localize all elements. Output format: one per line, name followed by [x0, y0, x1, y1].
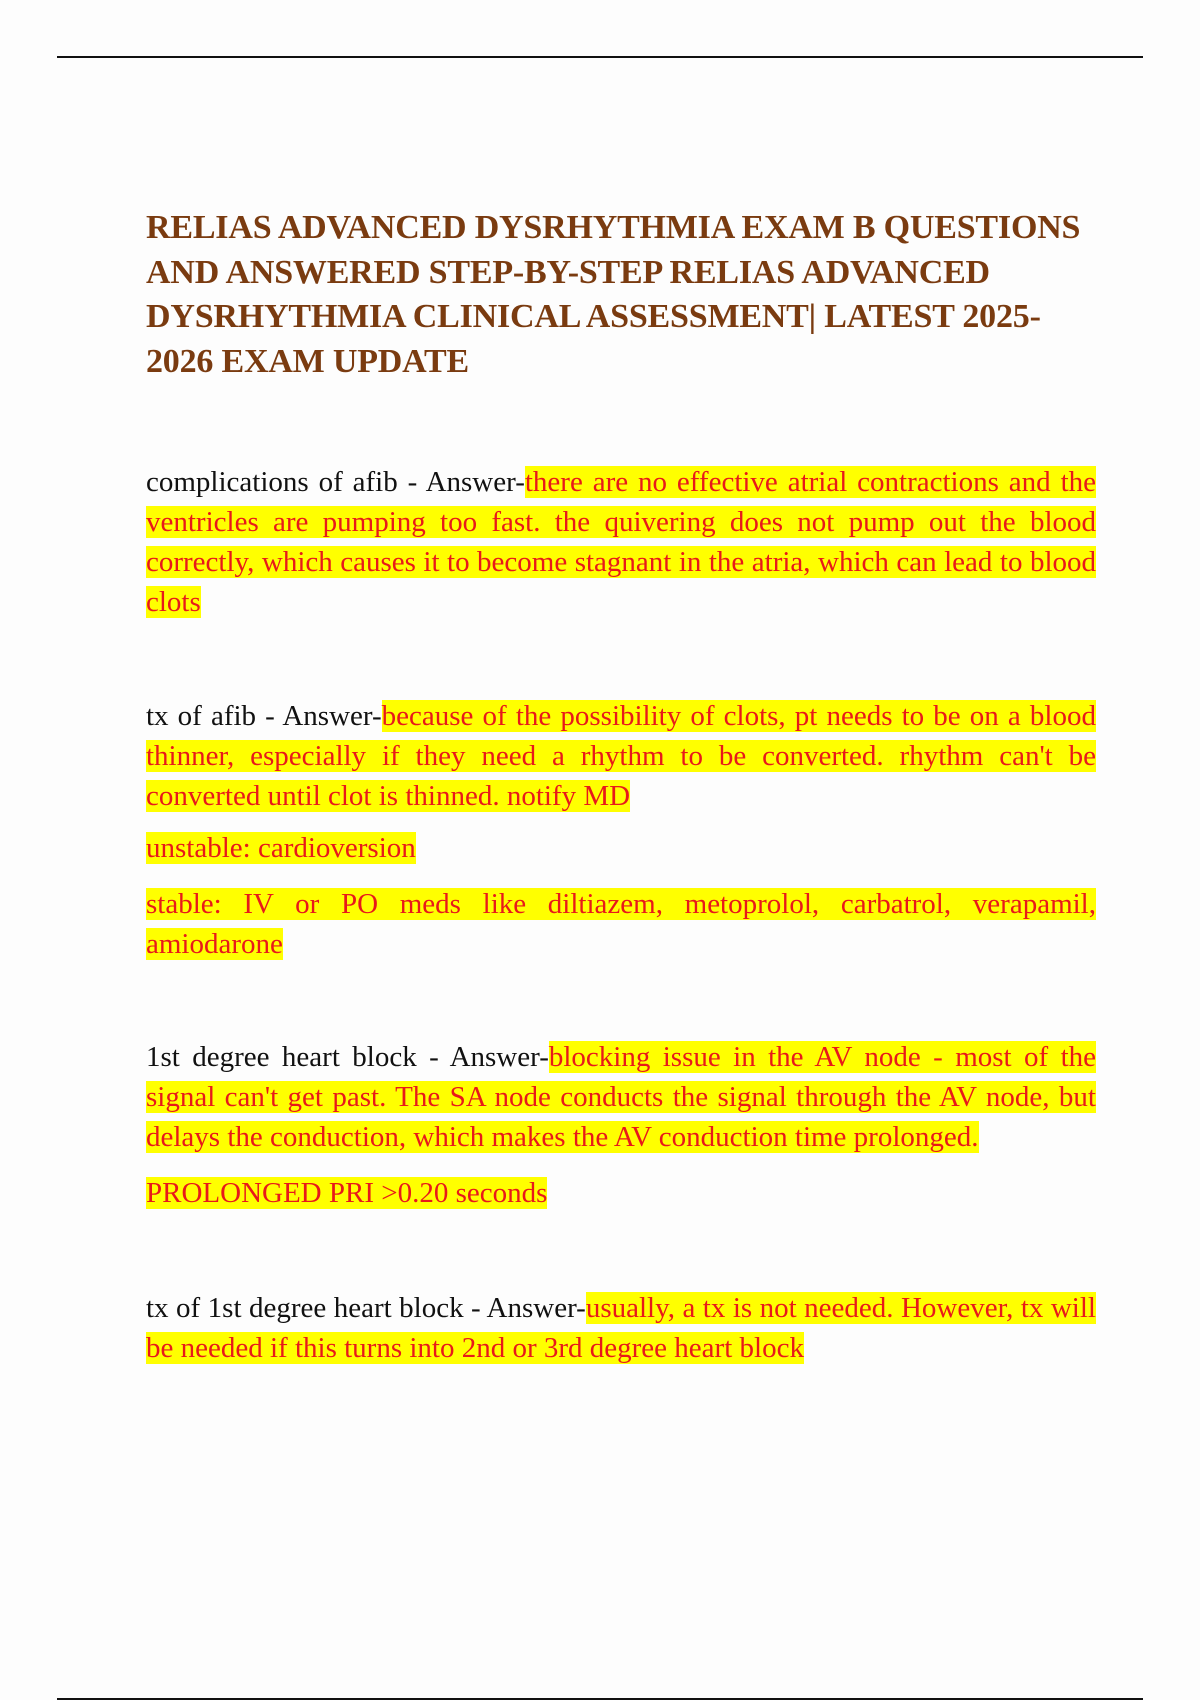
question-text: 1st degree heart block - Answer-: [146, 1041, 549, 1073]
answer-highlight: there are no effective atrial contractions and the ventricles are pumping too fast. the quivering does not pump out the blood correctly, which causes it to become stagnant in the atria, which can lead to blood clots: [146, 466, 1096, 618]
document-title: RELIAS ADVANCED DYSRHYTHMIA EXAM B QUESTIONS AND ANSWERED STEP-BY-STEP RELIAS ADVANCED DYSRHYTHMIA CLINICAL ASSESSMENT| LATEST 2025-2026 EXAM UPDATE: [146, 209, 1081, 380]
qa-item-first-degree-block: [146, 1037, 1096, 1213]
answer-highlight: because of the possibility of clots, pt needs to be on a blood thinner, especially if they need a rhythm to be converted. rhythm can't be converted until clot is thinned. notify MD: [146, 700, 1096, 812]
answer-highlight: blocking issue in the AV node - most of the signal can't get past. The SA node conducts the signal through the AV node, but delays the conduction, which makes the AV conduction time prolonged.: [146, 1041, 1096, 1153]
header-rule: [57, 56, 1143, 58]
answer-highlight: PROLONGED PRI >0.20 seconds: [146, 1177, 548, 1209]
answer-extra-line: [146, 884, 1096, 964]
qa-paragraph: [146, 462, 1096, 622]
qa-item-afib-complications: [146, 462, 1096, 622]
qa-paragraph: [146, 1037, 1096, 1157]
answer-highlight: usually, a tx is not needed. However, tx will be needed if this turns into 2nd or 3rd degree heart block: [146, 1292, 1096, 1364]
question-text: complications of afib - Answer-: [146, 466, 525, 498]
answer-extra-line: [146, 828, 1096, 868]
document-body: [146, 206, 1096, 1368]
question-text: tx of afib - Answer-: [146, 700, 382, 732]
answer-highlight: stable: IV or PO meds like diltiazem, metoprolol, carbatrol, verapamil, amiodarone: [146, 888, 1096, 960]
answer-extra-line: [146, 1173, 1096, 1213]
question-text: tx of 1st degree heart block - Answer-: [146, 1292, 586, 1324]
qa-item-first-degree-block-treatment: [146, 1288, 1096, 1368]
answer-highlight: unstable: cardioversion: [146, 832, 416, 864]
qa-paragraph: [146, 696, 1096, 816]
qa-item-afib-treatment: [146, 696, 1096, 964]
qa-paragraph: [146, 1288, 1096, 1368]
